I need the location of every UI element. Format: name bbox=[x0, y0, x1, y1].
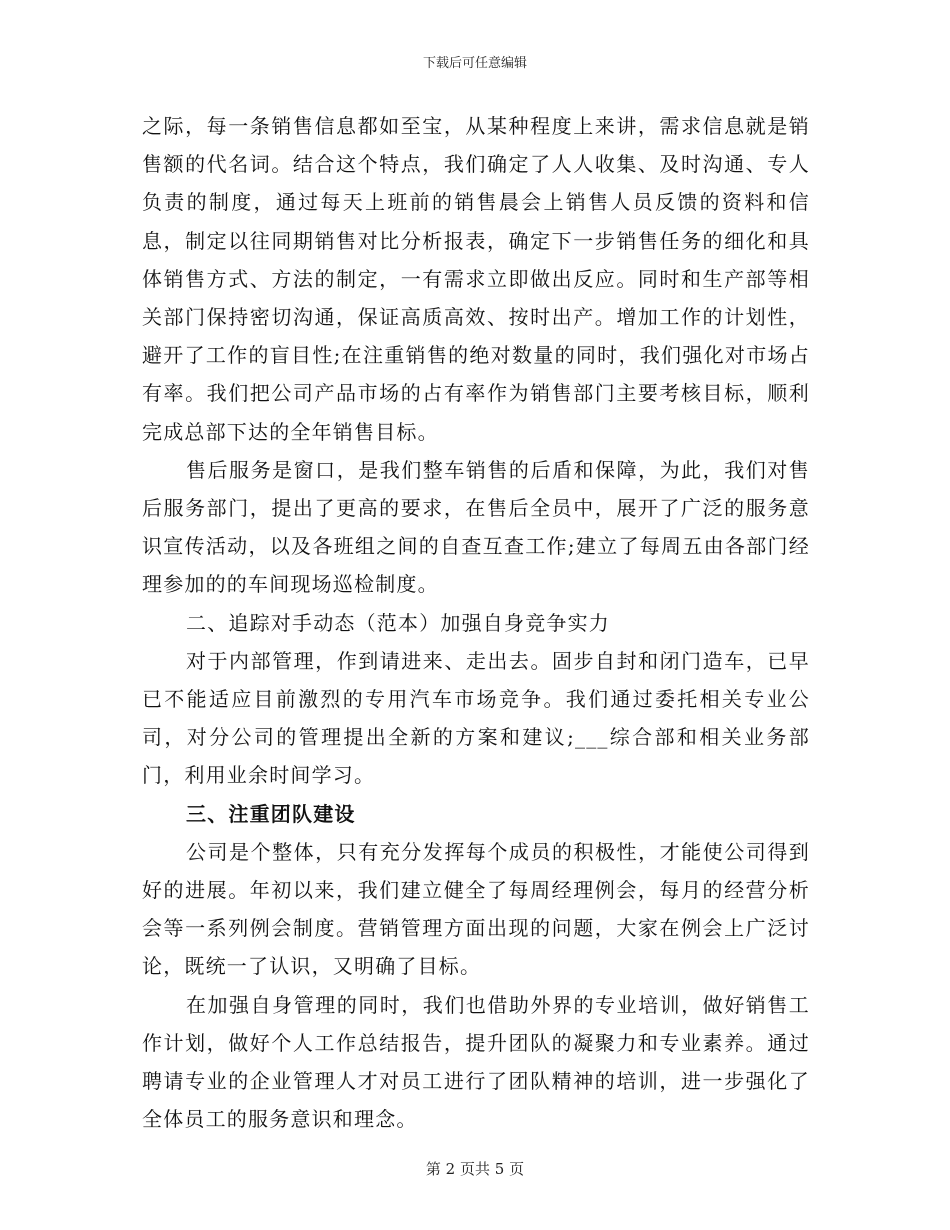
document-body bbox=[142, 107, 810, 1138]
paragraph-team-whole: 公司是个整体，只有充分发挥每个成员的积极性，才能使公司得到好的进展。年初以来，我们建立健全了每周经理例会，每月的经营分析会等一系列例会制度。营销管理方面出现的问题，大家在例会上广泛讨论，既统一了认识，又明确了目标。 bbox=[142, 839, 810, 979]
section-heading-competition: 二、追踪对手动态（范本）加强自身竞争实力 bbox=[186, 610, 610, 635]
paragraph-internal-management: 对于内部管理，作到请进来、走出去。固步自封和闭门造车，已早已不能适应目前激烈的专用汽车市场竞争。我们通过委托相关专业公司，对分公司的管理提出全新的方案和建议;___综合部和相关业务部门，利用业余时间学习。 bbox=[142, 648, 810, 788]
paragraph-after-sales: 售后服务是窗口，是我们整车销售的后盾和保障，为此，我们对售后服务部门，提出了更高的要求，在售后全员中，展开了广泛的服务意识宣传活动，以及各班组之间的自查互查工作;建立了每周五由各部门经理参加的的车间现场巡检制度。 bbox=[142, 457, 810, 597]
page-number: 第 2 页共 5 页 bbox=[425, 1160, 525, 1178]
section-heading-team: 三、注重团队建设 bbox=[186, 801, 356, 826]
paragraph-sales-info: 之际，每一条销售信息都如至宝，从某种程度上来讲，需求信息就是销售额的代名词。结合这个特点，我们确定了人人收集、及时沟通、专人负责的制度，通过每天上班前的销售晨会上销售人员反馈的资料和信息，制定以往同期销售对比分析报表，确定下一步销售任务的细化和具体销售方式、方法的制定，一有需求立即做出反应。同时和生产部等相关部门保持密切沟通，保证高质高效、按时出产。增加工作的计划性，避开了工作的盲目性;在注重销售的绝对数量的同时，我们强化对市场占有率。我们把公司产品市场的占有率作为销售部门主要考核目标，顺利完成总部下达的全年销售目标。 bbox=[142, 114, 810, 444]
page-header: 下载后可任意编辑 bbox=[422, 56, 527, 71]
paragraph-training: 在加强自身管理的同时，我们也借助外界的专业培训，做好销售工作计划，做好个人工作总结报告，提升团队的凝聚力和专业素养。通过聘请专业的企业管理人才对员工进行了团队精神的培训，进一步强化了全体员工的服务意识和理念。 bbox=[142, 992, 810, 1132]
